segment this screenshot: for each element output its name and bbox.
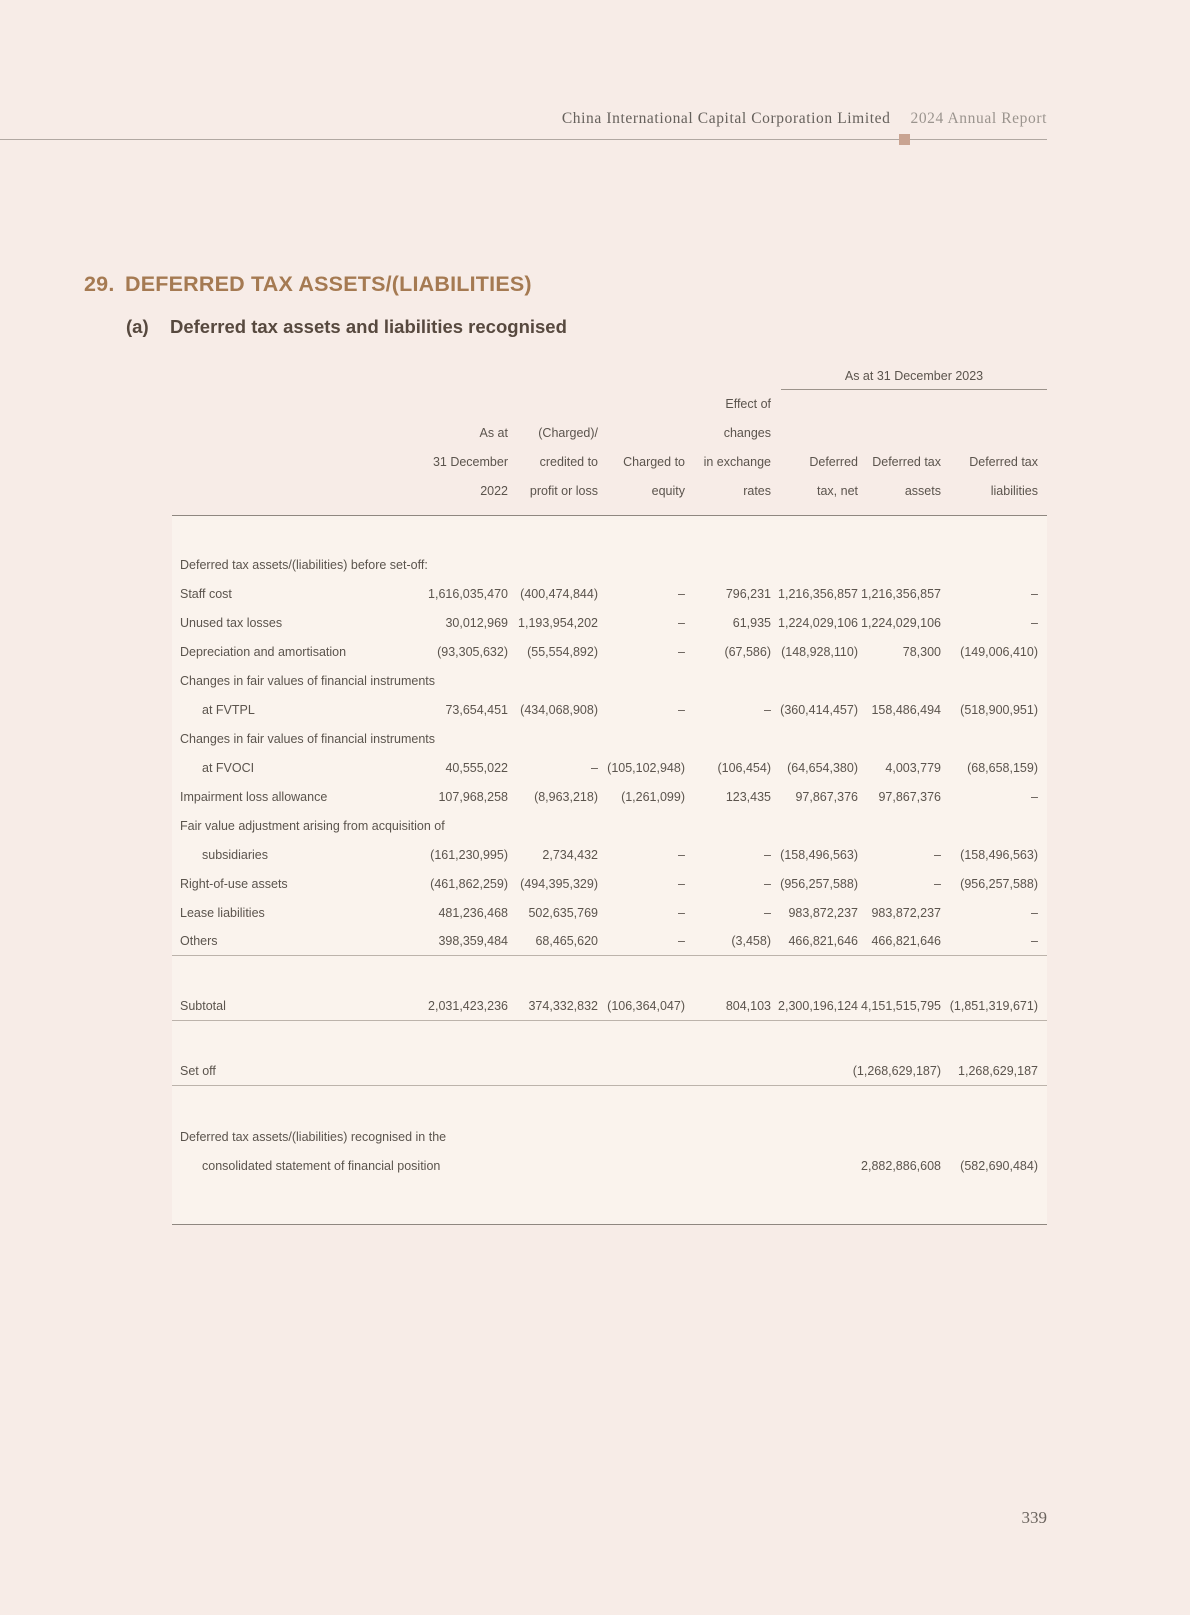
spanner-header: As at 31 December 2023 <box>781 369 1047 390</box>
cell-value: 2,031,423,236 <box>428 999 508 1013</box>
cell-value: (582,690,484) <box>960 1158 1038 1173</box>
row-label: Lease liabilities <box>180 905 265 920</box>
cell-value: 2,734,432 <box>542 847 598 862</box>
cell-value: (93,305,632) <box>437 644 508 659</box>
cell-value: (8,963,218) <box>534 789 598 804</box>
column-header <box>530 419 598 506</box>
column-header-line: 2022 <box>480 484 508 498</box>
column-header-line: Deferred tax <box>969 455 1038 469</box>
row-label: Deferred tax assets/(liabilities) recognised in the <box>180 1129 447 1144</box>
row-label: at FVOCI <box>202 760 255 775</box>
cell-value: – <box>678 644 685 659</box>
cell-value: 30,012,969 <box>445 615 508 630</box>
cell-value: (461,862,259) <box>430 876 508 891</box>
column-header-line: tax, net <box>817 484 858 498</box>
cell-value: 1,224,029,106 <box>861 615 941 630</box>
row-label: Impairment loss allowance <box>180 789 328 804</box>
row-label: Depreciation and amortisation <box>180 644 347 659</box>
column-header-line: in exchange <box>703 455 771 469</box>
row-label: Subtotal <box>180 999 226 1013</box>
table-row <box>172 992 1047 1021</box>
cell-value: – <box>1031 934 1038 948</box>
cell-value: (161,230,995) <box>430 847 508 862</box>
page-number: 339 <box>1021 1508 1047 1527</box>
table-row <box>172 666 1047 695</box>
cell-value: 107,968,258 <box>438 789 508 804</box>
row-label: Changes in fair values of financial instruments <box>180 673 435 688</box>
column-header-line: rates <box>743 484 771 498</box>
cell-value: 398,359,484 <box>438 934 508 948</box>
table-row <box>172 608 1047 637</box>
section-heading <box>84 272 532 297</box>
column-header <box>809 448 858 506</box>
cell-value: (148,928,110) <box>781 644 858 659</box>
column-header-line: Effect of <box>725 397 771 411</box>
cell-value: 983,872,237 <box>788 905 858 920</box>
subsection-title: Deferred tax assets and liabilities recognised <box>170 316 567 337</box>
row-label: Deferred tax assets/(liabilities) before set-off: <box>180 557 428 572</box>
cell-value: (434,068,908) <box>520 702 598 717</box>
row-label: Set off <box>180 1064 216 1078</box>
column-header <box>704 390 771 506</box>
column-headers <box>172 390 1047 506</box>
cell-value: (494,395,329) <box>520 876 598 891</box>
column-header-line: Deferred tax <box>872 455 941 469</box>
cell-value: 481,236,468 <box>438 905 508 920</box>
cell-value: 40,555,022 <box>445 760 508 775</box>
cell-value: 2,300,196,124 <box>778 999 858 1013</box>
table-row <box>172 811 1047 840</box>
cell-value: (518,900,951) <box>960 702 1038 717</box>
row-spacer <box>172 956 1047 992</box>
cell-value: 466,821,646 <box>871 934 941 948</box>
cell-value: 1,268,629,187 <box>958 1064 1038 1078</box>
header-rule <box>0 139 1047 140</box>
company-name: China International Capital Corporation Limited <box>561 110 891 127</box>
subsection-heading <box>126 316 567 338</box>
table-row <box>172 1151 1047 1180</box>
column-header <box>872 448 941 506</box>
cell-value: 158,486,494 <box>871 702 941 717</box>
cell-value: 1,216,356,857 <box>861 586 941 601</box>
cell-value: (55,554,892) <box>527 644 598 659</box>
column-header <box>969 448 1038 506</box>
row-label: Unused tax losses <box>180 615 283 630</box>
table-row <box>172 695 1047 724</box>
cell-value: – <box>678 586 685 601</box>
column-header-line: 31 December <box>432 455 508 469</box>
column-header-line: profit or loss <box>529 484 598 498</box>
column-header-line: assets <box>904 484 941 498</box>
section-number: 29. <box>84 272 115 296</box>
column-header <box>433 419 508 506</box>
cell-value: – <box>678 615 685 630</box>
subsection-label: (a) <box>126 316 149 337</box>
column-header-line: As at <box>479 426 508 440</box>
cell-value: – <box>678 905 685 920</box>
column-header-line: (Charged)/ <box>538 426 598 440</box>
table-row <box>172 1057 1047 1086</box>
cell-value: (64,654,380) <box>787 760 858 775</box>
column-header-line: Deferred <box>809 455 858 469</box>
cell-value: (360,414,457) <box>780 702 858 717</box>
row-spacer <box>172 1086 1047 1122</box>
cell-value: – <box>934 847 941 862</box>
cell-value: 73,654,451 <box>445 702 508 717</box>
row-label: Changes in fair values of financial instruments <box>180 731 435 746</box>
cell-value: 4,003,779 <box>885 760 941 775</box>
column-header-line: liabilities <box>990 484 1038 498</box>
column-header-line: changes <box>723 426 771 440</box>
cell-value: 123,435 <box>725 789 771 804</box>
cell-value: 1,216,356,857 <box>778 586 858 601</box>
cell-value: (67,586) <box>724 644 771 659</box>
row-label: Fair value adjustment arising from acquisition of <box>180 818 445 833</box>
table-row <box>172 637 1047 666</box>
cell-value: 61,935 <box>732 615 771 630</box>
table-row <box>172 927 1047 956</box>
cell-value: 804,103 <box>725 999 771 1013</box>
cell-value: 68,465,620 <box>535 934 598 948</box>
cell-value: – <box>1031 615 1038 630</box>
row-label: subsidiaries <box>202 847 269 862</box>
table-row <box>172 579 1047 608</box>
table-body <box>172 515 1047 1225</box>
cell-value: – <box>934 876 941 891</box>
cell-value: 78,300 <box>902 644 941 659</box>
cell-value: – <box>678 847 685 862</box>
cell-value: 2,882,886,608 <box>861 1158 941 1173</box>
cell-value: (106,364,047) <box>607 999 685 1013</box>
spanner-row <box>172 355 1047 390</box>
table-row <box>172 840 1047 869</box>
cell-value: 374,332,832 <box>528 999 598 1013</box>
cell-value: 4,151,515,795 <box>861 999 941 1013</box>
table-row <box>172 869 1047 898</box>
cell-value: – <box>678 876 685 891</box>
cell-value: 97,867,376 <box>795 789 858 804</box>
cell-value: – <box>1031 586 1038 601</box>
cell-value: 502,635,769 <box>528 905 598 920</box>
column-header-line: credited to <box>539 455 598 469</box>
cell-value: (158,496,563) <box>780 847 858 862</box>
column-header-line: equity <box>651 484 685 498</box>
cell-value: – <box>764 847 771 862</box>
table-row <box>172 782 1047 811</box>
cell-value: – <box>764 905 771 920</box>
column-header <box>623 448 685 506</box>
cell-value: 1,616,035,470 <box>428 586 508 601</box>
cell-value: (106,454) <box>717 760 771 775</box>
report-title: 2024 Annual Report <box>910 110 1047 127</box>
cell-value: – <box>678 702 685 717</box>
cell-value: 1,224,029,106 <box>778 615 858 630</box>
cell-value: (3,458) <box>731 934 771 948</box>
cell-value: 1,193,954,202 <box>518 615 598 630</box>
header-accent-square <box>899 134 910 145</box>
deferred-tax-table <box>172 355 1047 1225</box>
cell-value: (105,102,948) <box>607 760 685 775</box>
table-row <box>172 1122 1047 1151</box>
cell-value: (149,006,410) <box>960 644 1038 659</box>
cell-value: – <box>764 876 771 891</box>
row-label: Others <box>180 934 218 948</box>
cell-value: (1,261,099) <box>621 789 685 804</box>
cell-value: – <box>1031 789 1038 804</box>
section-title: DEFERRED TAX ASSETS/(LIABILITIES) <box>125 272 532 296</box>
cell-value: – <box>678 934 685 948</box>
table-row <box>172 550 1047 579</box>
cell-value: (1,268,629,187) <box>852 1064 941 1078</box>
cell-value: (956,257,588) <box>960 876 1038 891</box>
row-label: Right-of-use assets <box>180 876 288 891</box>
row-label: Staff cost <box>180 586 232 601</box>
cell-value: (158,496,563) <box>960 847 1038 862</box>
cell-value: 983,872,237 <box>871 905 941 920</box>
table-row <box>172 724 1047 753</box>
row-label: consolidated statement of financial position <box>202 1158 441 1173</box>
cell-value: (1,851,319,671) <box>949 999 1038 1013</box>
row-label: at FVTPL <box>202 702 255 717</box>
table-row <box>172 753 1047 782</box>
row-spacer <box>172 1021 1047 1057</box>
cell-value: – <box>764 702 771 717</box>
cell-value: 466,821,646 <box>788 934 858 948</box>
cell-value: (956,257,588) <box>780 876 858 891</box>
cell-value: 97,867,376 <box>878 789 941 804</box>
cell-value: – <box>1031 905 1038 920</box>
cell-value: (400,474,844) <box>520 586 598 601</box>
cell-value: (68,658,159) <box>967 760 1038 775</box>
cell-value: 796,231 <box>725 586 771 601</box>
running-header <box>0 110 1047 128</box>
cell-value: – <box>591 760 598 775</box>
table-row <box>172 898 1047 927</box>
column-header-line: Charged to <box>623 455 685 469</box>
